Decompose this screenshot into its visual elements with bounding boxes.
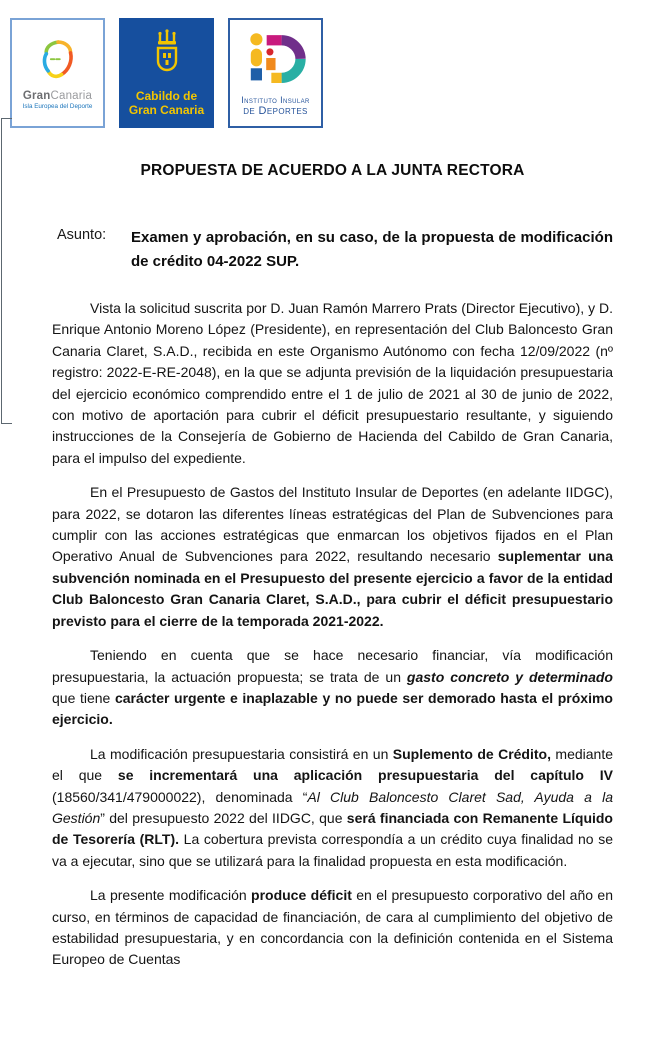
cabildo-wordmark-line2: Gran Canaria — [128, 102, 205, 117]
subject-label: Asunto: — [57, 227, 107, 243]
iid-wordmark-line1: Instituto Insular — [241, 94, 310, 105]
paragraph-segment: produce déficit — [251, 887, 352, 904]
paragraph-segment: La cobertura prevista correspondía a un crédito cuya finalidad no se va a ejecutar, sino que se utilizará para la finalidad propuesta en esta modificación. — [52, 831, 613, 869]
logo-instituto-insular-deportes — [228, 18, 323, 128]
paragraph-segment: Teniendo en cuenta que se hace necesario financiar, vía modificación presupuestaria, la actuación propuesta; se trata de un — [52, 647, 613, 685]
subject-block — [57, 226, 613, 274]
paragraph-segment: será financiada con Remanente Líquido de Tesorería (RLT). — [52, 809, 613, 848]
cabildo-wordmark — [129, 90, 204, 117]
header-logos — [0, 0, 650, 128]
paragraph-segment: Suplemento de Crédito, — [392, 745, 551, 762]
left-margin-bracket — [1, 118, 12, 424]
paragraph-segment: Vista la solicitud suscrita por D. Juan Ramón Marrero Prats (Director Ejecutivo), y D. Enrique Antonio Moreno López (Presidente), en representación del Club Baloncesto Gran Canaria Claret, S.A.D., recibida en este Organismo Autónomo con fecha 12/09/2022 (nº registro: 2022-E-RE-2048), en la que se adjunta previsión de la liquidación presupuestaria del ejercicio económico comprendido entre el 1 de julio de 2021 al 30 de junio de 2022, con motivo de aportación para cubrir el déficit presupuestario resultante, y siguiendo instrucciones de la Consejería de Gobierno de Hacienda del Cabildo de Gran Canaria, para el impulso del expediente. — [52, 300, 613, 466]
paragraph — [52, 744, 613, 872]
paragraph-segment: suplementar una subvención nominada en el Presupuesto del presente ejercicio a favor de la entidad Club Baloncesto Gran Canaria Claret, S.A.D., para cubrir el déficit presupuestario previsto para el cierre de la temporada 2021-2022. — [52, 548, 614, 629]
gran-canaria-word-gran: Gran — [22, 89, 51, 102]
paragraph-segment: (18560/341/479000022), denominada “ — [52, 788, 308, 805]
logo-cabildo-gran-canaria — [119, 18, 214, 128]
paragraph — [52, 482, 613, 632]
paragraph-segment: La presente modificación — [90, 887, 252, 904]
paragraph-segment: gasto concreto y determinado — [406, 668, 613, 685]
paragraph — [52, 645, 613, 731]
gran-canaria-wordmark — [23, 90, 92, 102]
paragraph-segment: mediante el que — [52, 745, 613, 784]
paragraph-segment: carácter urgente e inaplazable y no puede ser demorado hasta el próximo ejercicio. — [52, 689, 613, 728]
paragraph-segment: que tiene — [52, 689, 115, 706]
document-content — [0, 162, 650, 971]
document-body — [52, 298, 613, 971]
iid-id-icon — [246, 30, 306, 91]
paragraph-segment: ” del presupuesto 2022 del IIDGC, que — [100, 809, 347, 826]
gran-canaria-word-canaria: Canaria — [50, 89, 93, 102]
document-title: PROPUESTA DE ACUERDO A LA JUNTA RECTORA — [140, 162, 525, 179]
gran-canaria-island-icon — [31, 37, 85, 90]
cabildo-crest-icon — [146, 29, 188, 86]
paragraph-segment: La modificación presupuestaria consistirá en un — [90, 745, 393, 762]
cabildo-wordmark-line1: Cabildo de — [135, 89, 198, 103]
paragraph-segment: En el Presupuesto de Gastos del Instituto Insular de Deportes (en adelante IIDGC), para 2022, se dotaron las diferentes líneas estratégicas del Plan de Subvenciones para cumplir con las acciones estratégicas que enmarcan los objetivos fijados en el Plan Operativo Anual de Subvenciones para 2022, resultando necesario — [52, 484, 613, 565]
iid-wordmark-line2: de Deportes — [243, 104, 308, 117]
paragraph-segment: en el presupuesto corporativo del año en curso, en términos de capacidad de financiación, de cara al cumplimiento del objetivo de estabilidad presupuestaria, y en concordancia con la definición contenida en el Sistema Europeo de Cuentas — [52, 887, 613, 968]
subject-text: Examen y aprobación, en su caso, de la propuesta de modificación de crédito 04-2022 SUP. — [131, 229, 613, 270]
gran-canaria-tagline: Isla Europea del Deporte — [22, 102, 93, 110]
logo-gran-canaria — [10, 18, 105, 128]
paragraph-segment: se incrementará una aplicación presupuestaria del capítulo IV — [117, 767, 613, 784]
paragraph — [52, 298, 613, 469]
paragraph-segment: Al Club Baloncesto Claret Sad, Ayuda a la Gestión — [52, 788, 613, 826]
paragraph — [52, 885, 613, 971]
